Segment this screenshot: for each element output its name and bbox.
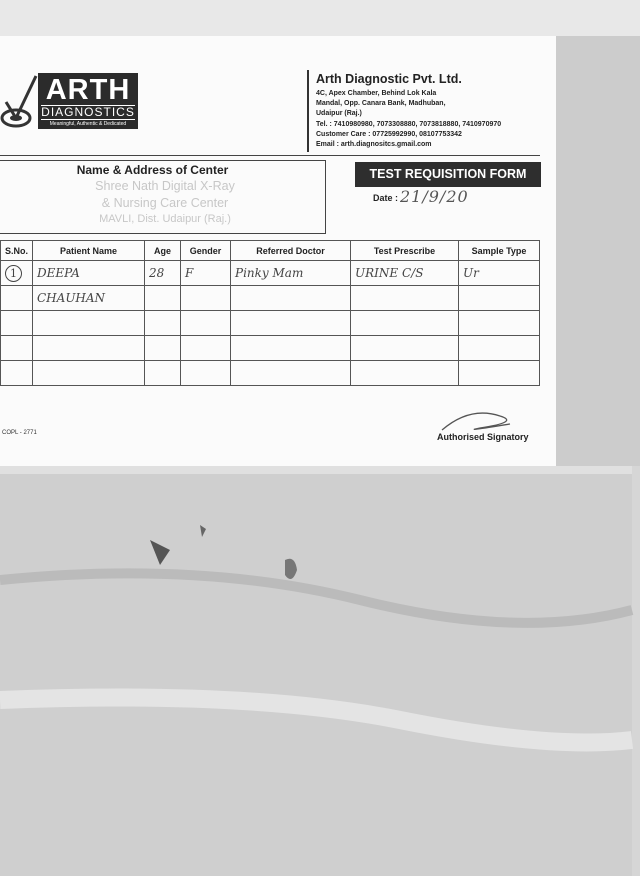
center-line: MAVLI, Dist. Udaipur (Raj.) bbox=[99, 213, 231, 225]
header-referred-doctor: Referred Doctor bbox=[231, 241, 351, 261]
cell-patient-name: DEEPA bbox=[33, 261, 145, 286]
cell-sample-type bbox=[459, 311, 540, 336]
cell-referred-doctor bbox=[231, 311, 351, 336]
cell-test-prescribe bbox=[351, 311, 459, 336]
date-label: Date : bbox=[373, 193, 399, 203]
cell-gender bbox=[181, 336, 231, 361]
logo bbox=[38, 73, 138, 129]
address-line: 4C, Apex Chamber, Behind Lok Kala bbox=[316, 90, 437, 97]
signature-scribble bbox=[440, 410, 520, 434]
cell-referred-doctor bbox=[231, 361, 351, 386]
header-rule bbox=[0, 155, 540, 156]
center-line: Shree Nath Digital X-Ray bbox=[95, 179, 235, 193]
company-address bbox=[316, 89, 556, 150]
table-row bbox=[1, 261, 540, 286]
checkmark-logo-icon bbox=[0, 72, 40, 132]
cell-patient-name bbox=[33, 311, 145, 336]
cell-patient-name bbox=[33, 336, 145, 361]
authorised-signatory: Authorised Signatory bbox=[437, 432, 529, 442]
center-line: & Nursing Care Center bbox=[101, 196, 229, 210]
cell-referred-doctor bbox=[231, 336, 351, 361]
logo-name: ARTH bbox=[45, 74, 131, 106]
table-row bbox=[1, 286, 540, 311]
requisition-table bbox=[0, 240, 540, 386]
header-test-prescribe: Test Prescribe bbox=[351, 241, 459, 261]
cell-referred-doctor: Pinky Mam bbox=[231, 261, 351, 286]
cell-age: 28 bbox=[145, 261, 181, 286]
cell-sample-type bbox=[459, 361, 540, 386]
serial-circle: 1 bbox=[5, 265, 22, 282]
cell-sample-type bbox=[459, 286, 540, 311]
table-row bbox=[1, 361, 540, 386]
cell-referred-doctor bbox=[231, 286, 351, 311]
cell-test-prescribe bbox=[351, 286, 459, 311]
cell-sno bbox=[1, 361, 33, 386]
cell-gender bbox=[181, 286, 231, 311]
form-title: TEST REQUISITION FORM bbox=[355, 162, 541, 187]
cell-age bbox=[145, 311, 181, 336]
cell-sample-type bbox=[459, 336, 540, 361]
form-code: COPL - 2771 bbox=[2, 430, 37, 436]
address-line: Udaipur (Raj.) bbox=[316, 110, 362, 118]
cell-test-prescribe bbox=[351, 361, 459, 386]
address-line: Mandal, Opp. Canara Bank, Madhuban, bbox=[316, 100, 446, 108]
company-name: Arth Diagnostic Pvt. Ltd. bbox=[316, 72, 462, 86]
cell-gender bbox=[181, 311, 231, 336]
cell-sno bbox=[1, 261, 33, 286]
cell-gender bbox=[181, 361, 231, 386]
table-row bbox=[1, 311, 540, 336]
cell-age bbox=[145, 361, 181, 386]
cell-sno bbox=[1, 336, 33, 361]
header-divider bbox=[307, 70, 309, 152]
cell-sno bbox=[1, 286, 33, 311]
cell-sno bbox=[1, 311, 33, 336]
phone-line: Tel. : 7410980980, 7073308880, 7073818880, 7410970970 bbox=[316, 120, 502, 128]
scan-background bbox=[0, 466, 632, 876]
cell-patient-name bbox=[33, 361, 145, 386]
cell-age bbox=[145, 336, 181, 361]
cell-patient-name: CHAUHAN bbox=[33, 286, 145, 311]
center-title: Name & Address of Center bbox=[76, 163, 229, 177]
logo-sub: DIAGNOSTICS bbox=[41, 105, 135, 119]
table-row bbox=[1, 336, 540, 361]
header-sno: S.No. bbox=[1, 241, 33, 261]
header-gender: Gender bbox=[181, 241, 231, 261]
header-age: Age bbox=[145, 241, 181, 261]
cell-gender: F bbox=[181, 261, 231, 286]
logo-tagline: Meaningful, Authentic & Dedicated bbox=[49, 121, 127, 127]
header-patient-name: Patient Name bbox=[33, 241, 145, 261]
cell-sample-type: Ur bbox=[459, 261, 540, 286]
company-info bbox=[316, 72, 556, 150]
cell-test-prescribe bbox=[351, 336, 459, 361]
table-header-row bbox=[1, 241, 540, 261]
date-value: 21/9/20 bbox=[400, 187, 469, 206]
header-sample-type: Sample Type bbox=[459, 241, 540, 261]
email-line: Email : arth.diagnositcs.gmail.com bbox=[316, 141, 432, 149]
cell-age bbox=[145, 286, 181, 311]
cell-test-prescribe: URINE C/S bbox=[351, 261, 459, 286]
customer-care-line: Customer Care : 07725992990, 08107753342 bbox=[316, 130, 462, 138]
